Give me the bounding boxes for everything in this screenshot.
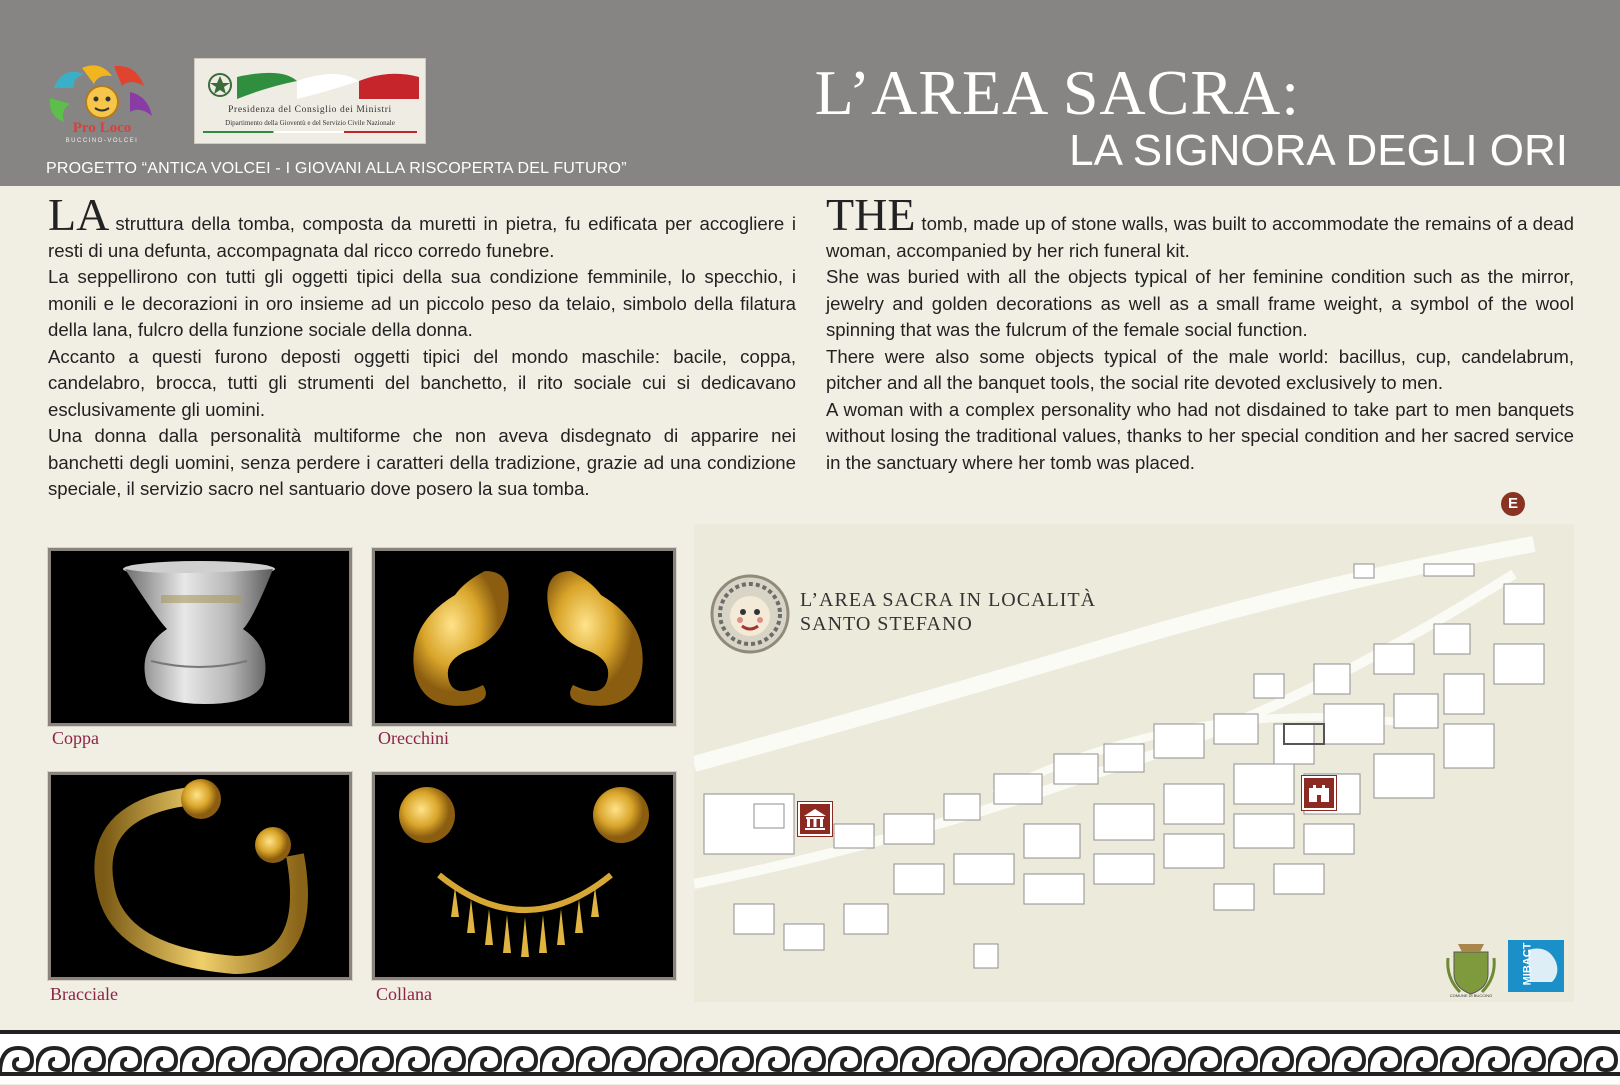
english-p1-text: tomb, made up of stone walls, was built to accommodate the remains of a dead woman, accompanied by her rich funeral kit.: [826, 213, 1574, 261]
museum-marker-icon: [798, 802, 832, 836]
italian-paragraph-4: Una donna dalla personalità multiforme che non aveva disdegnato di apparire nei banchetti degli uomini, senza perdere i caratteri della tradizione, grazie ad una condizione speciale, il servizio sacro nel santuario dove posero la sua tomba.: [48, 425, 796, 499]
page-title-line1: L’AREA SACRA:: [814, 57, 1300, 128]
castle-marker-icon: [1302, 776, 1336, 810]
orecchini-image: [375, 551, 673, 723]
tricolor-rule: [203, 131, 417, 133]
photo-collana: [372, 772, 676, 980]
proloco-text: Pro Loco: [72, 120, 132, 136]
italian-drop-cap: LA: [48, 189, 110, 240]
mibact-head-icon: [1508, 940, 1564, 992]
english-paragraph-1: [826, 189, 1574, 264]
presidency-line2: Dipartimento della Gioventù e del Servizio Civile Nazionale: [225, 119, 395, 127]
map-title-line2: SANTO STEFANO: [800, 613, 973, 635]
greek-wave-pattern: [0, 1034, 1620, 1080]
italian-paragraph-2: La seppellirono con tutti gli oggetti tipici della sua condizione femminile, lo specchio, i monili e le decorazioni in oro insieme ad un piccolo peso da telaio, simbolo della filatura della lana, fulcro della funzione sociale della donna.: [48, 266, 796, 340]
bracciale-image: [51, 775, 349, 977]
proloco-logo: [44, 58, 160, 144]
mibact-label: MIBACT: [1521, 942, 1534, 986]
presidency-line1: Presidenza del Consiglio dei Ministri: [228, 105, 392, 115]
comune-label: COMUNE DI BUCCINO: [1449, 993, 1493, 998]
english-paragraph-3: There were also some objects typical of the male world: bacillus, cup, candelabrum, pitcher and all the banquet tools, the social rite devoted exclusively to men.: [826, 345, 1574, 393]
photo-bracciale: [48, 772, 352, 980]
map-title-line1: L’AREA SACRA IN LOCALITÀ: [800, 589, 1097, 611]
english-text: [826, 189, 1574, 476]
photo-coppa: [48, 548, 352, 726]
caption-bracciale: Bracciale: [50, 984, 118, 1004]
proloco-subtext: BUCCINO-VOLCEI: [65, 138, 139, 144]
page-title-line2: LA SIGNORA DEGLI ORI: [1069, 126, 1568, 175]
medusa-icon: [710, 574, 790, 654]
collana-image: [375, 775, 673, 977]
italian-paragraph-3: Accanto a questi furono deposti oggetti tipici del mondo maschile: bacile, coppa, candelabro, brocca, tutti gli strumenti del banchetto, il rito sociale cui si dedicavano esclusivamente gli uomini.: [48, 345, 796, 420]
italian-paragraph-1: [48, 189, 796, 264]
italian-text: [48, 189, 796, 503]
italian-p1-text: struttura della tomba, composta da muretti in pietra, fu edificata per accogliere i resti di una defunta, accompagnata dal ricco corredo funebre.: [48, 213, 796, 261]
mibact-logo: [1508, 940, 1564, 992]
photo-orecchini: [372, 548, 676, 726]
english-drop-cap: THE: [826, 189, 916, 240]
caption-orecchini: Orecchini: [378, 728, 449, 748]
map-title: [800, 588, 1096, 636]
caption-collana: Collana: [376, 984, 432, 1004]
project-subtitle: PROGETTO “ANTICA VOLCEI - I GIOVANI ALLA RISCOPERTA DEL FUTURO”: [46, 160, 627, 177]
english-paragraph-2: She was buried with all the objects typical of her feminine condition such as the mirror, jewelry and golden decorations as well as a small frame weight, a symbol of the wool spinning that was the fulcrum of the female social function.: [826, 266, 1574, 340]
caption-coppa: Coppa: [52, 728, 99, 748]
italian-emblem-icon: [207, 71, 233, 101]
footer-wave-border: [0, 1030, 1620, 1084]
presidency-logo: [194, 58, 426, 144]
english-paragraph-4: A woman with a complex personality who had not disdained to take part to men banquets without losing the traditional values, thanks to her special condition and her sacred service in the sanctuary where her tomb was placed.: [826, 398, 1574, 473]
coppa-image: [51, 551, 349, 723]
header-band: [0, 0, 1620, 186]
section-e-badge: E: [1501, 492, 1525, 516]
comune-crest-icon: [1444, 938, 1498, 998]
italian-flag-icon: [237, 71, 419, 99]
